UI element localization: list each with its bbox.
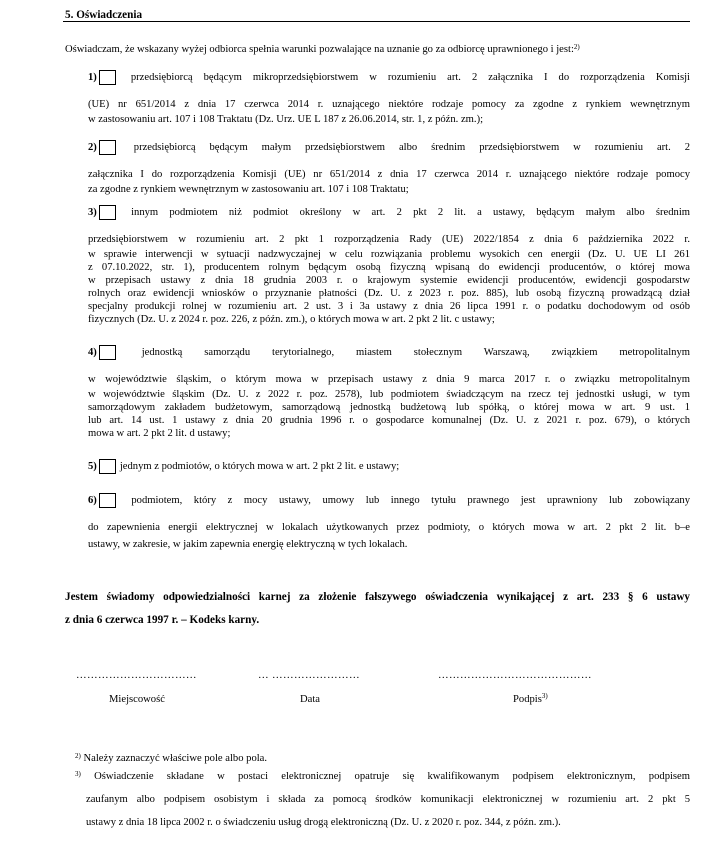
declaration-line-2: z dnia 6 czerwca 1997 r. – Kodeks karny. <box>65 614 260 626</box>
option-6-line-2: do zapewnienia energii elektrycznej w lokalach użytkowanych przez podmioty, o których mowa w art. 2 pkt 2 lit. b–e <box>88 522 690 533</box>
option-6-line-3: ustawy, w zakresie, w jakim zapewnia energię elektryczną w tych lokalach. <box>88 539 408 550</box>
option-2-line-3: za zgodne z rynkiem wewnętrznym w zastosowaniu art. 107 i 108 Traktatu; <box>88 184 409 195</box>
option-1-line-2: (UE) nr 651/2014 z dnia 17 czerwca 2014 r. uznającego niektóre rodzaje pomocy za zgodne z rynkiem wewnętrznym <box>88 99 690 110</box>
option-4-checkbox[interactable] <box>99 345 116 360</box>
option-1-checkbox[interactable] <box>99 70 116 85</box>
footnote-3-line-2: zaufanym albo podpisem osobistym i składa za pomocą środków komunikacji elektronicznej w rozumieniu art. 2 pkt 5 <box>86 794 690 805</box>
option-1-line-1 <box>88 64 690 92</box>
option-4-line-1 <box>88 339 690 367</box>
option-1-number: 1) <box>88 72 97 83</box>
option-3-line-5: w przepisach ustawy z dnia 18 grudnia 2003 r. o krajowym systemie ewidencji producentów, ewidencji gospodarstw <box>88 275 690 286</box>
option-5-text-1: jednym z podmiotów, o których mowa w art. 2 pkt 2 lit. e ustawy; <box>119 461 400 472</box>
intro-text: Oświadczam, że wskazany wyżej odbiorca spełnia warunki pozwalające na uznanie go za odbiorcę uprawnionego i jest: <box>65 44 574 55</box>
criminal-liability-declaration <box>65 586 690 632</box>
declaration-line-1: Jestem świadomy odpowiedzialności karnej za złożenie fałszywego oświadczenia wynikającej z art. 233 § 6 ustawy <box>65 591 690 603</box>
option-6-number: 6) <box>88 495 97 506</box>
option-4-line-2: w województwie śląskim, o którym mowa w przepisach ustawy z dnia 9 marca 2017 r. o związku metropolitalnym <box>88 374 690 385</box>
section-title: 5. Oświadczenia <box>65 9 143 21</box>
option-5 <box>88 453 690 481</box>
option-2-line-1 <box>88 134 690 162</box>
option-3-text-1: innym podmiotem niż podmiot określony w art. 2 pkt 2 lit. a ustawy, będącym małym albo średnim <box>131 207 691 218</box>
place-label: Miejscowość <box>109 694 165 705</box>
option-3-line-8: fizycznych (Dz. U. z 2024 r. poz. 226, z późn. zm.), o których mowa w art. 2 pkt 2 lit. c ustawy; <box>88 314 495 325</box>
option-3 <box>88 199 690 326</box>
option-5-number: 5) <box>88 461 97 472</box>
option-5-checkbox[interactable] <box>99 459 116 474</box>
option-1-line-3: w zastosowaniu art. 107 i 108 Traktatu (Dz. Urz. UE L 187 z 26.06.2014, str. 1, z późn. zm.); <box>88 114 484 125</box>
option-3-line-4: z 07.10.2022, str. 1), producentem rolnym będącym osobą fizyczną wpisaną do ewidencji producentów, o której mowa <box>88 262 690 273</box>
option-6 <box>88 487 690 553</box>
option-2-text-1: przedsiębiorcą będącym małym przedsiębiorstwem albo średnim przedsiębiorstwem w rozumieniu art. 2 <box>133 142 691 153</box>
option-2-checkbox[interactable] <box>99 140 116 155</box>
option-6-checkbox[interactable] <box>99 493 116 508</box>
date-field[interactable]: … …………………… <box>258 670 360 681</box>
intro-footnote-ref: 2) <box>573 43 580 51</box>
option-1-text-1: przedsiębiorcą będącym mikroprzedsiębiorstwem w rozumieniu art. 2 załącznika I do rozporządzenia Komisji <box>130 72 690 83</box>
option-4-number: 4) <box>88 347 97 358</box>
date-label: Data <box>300 694 320 705</box>
option-4-line-3: w województwie śląskim (Dz. U. z 2022 r. poz. 2578), lub podmiotem świadczącym na rzecz tej jednostki usługi, w tym <box>88 389 690 400</box>
footnote-3 <box>75 765 690 834</box>
option-3-line-2: przedsiębiorstwem w rozumieniu art. 2 pkt 1 rozporządzenia Rady (UE) 2022/1854 z dnia 6 października 2022 r. <box>88 234 690 245</box>
place-field[interactable]: …………………………… <box>76 670 197 681</box>
footnote-2-text: Należy zaznaczyć właściwe pole albo pola. <box>83 753 268 764</box>
footnote-2-ref: 2) <box>75 752 81 760</box>
intro-statement <box>65 43 690 56</box>
option-5-line-1 <box>88 453 690 481</box>
option-3-line-7: specjalny produkcji rolnej w rozumieniu art. 2 ust. 3 i 3a ustawy z dnia 26 lipca 1991 r. o podatku dochodowym od osób <box>88 301 690 312</box>
option-4-line-4: samorządowym zakładem budżetowym, samorządową jednostką budżetową lub spółką, o której mowa w art. 9 ust. 1 <box>88 402 690 413</box>
signature-footnote-ref: 3) <box>541 692 548 700</box>
footnote-3-text-1: Oświadczenie składane w postaci elektronicznej opatruje się kwalifikowanym podpisem elektronicznym, podpisem <box>94 771 690 782</box>
option-2 <box>88 134 690 196</box>
option-3-line-6: rolnych oraz ewidencji wniosków o przyznanie płatności (Dz. U. z 2023 r. poz. 885), lub osobą fizyczną prowadzącą dział <box>88 288 690 299</box>
footnote-3-line-3: ustawy z dnia 18 lipca 2002 r. o świadczeniu usług drogą elektroniczną (Dz. U. z 2020 r. poz. 344, z późn. zm.). <box>86 817 561 828</box>
footnote-3-ref: 3) <box>75 770 81 778</box>
option-2-line-2: załącznika I do rozporządzenia Komisji (UE) nr 651/2014 z dnia 17 czerwca 2014 r. uznającego niektóre rodzaje pomocy <box>88 169 690 180</box>
option-4-text-1: jednostką samorządu terytorialnego, miastem stołecznym Warszawą, związkiem metropolitalnym <box>141 347 690 358</box>
option-6-line-1 <box>88 487 690 515</box>
signature-field[interactable]: …………………………………… <box>438 670 592 681</box>
option-2-number: 2) <box>88 142 97 153</box>
option-3-number: 3) <box>88 207 97 218</box>
signature-label <box>513 694 548 705</box>
option-3-checkbox[interactable] <box>99 205 116 220</box>
option-6-text-1: podmiotem, który z mocy ustawy, umowy lub innego tytułu prawnego jest uprawniony lub zobowiązany <box>131 495 690 506</box>
footnote-3-line-1 <box>75 765 690 788</box>
signature-label-text: Podpis <box>513 694 542 705</box>
option-3-line-1 <box>88 199 690 227</box>
section-divider <box>63 21 690 22</box>
option-3-line-3: w sprawie interwencji w sytuacji nadzwyczajnej w celu rozwiązania problemu wysokich cen energii (Dz. U. UE LI 261 <box>88 249 690 260</box>
option-4 <box>88 339 690 440</box>
option-4-line-5: lub art. 14 ust. 1 ustawy z dnia 20 grudnia 1996 r. o gospodarce komunalnej (Dz. U. z 2021 r. poz. 679), o których <box>88 415 690 426</box>
option-4-line-6: mowa w art. 2 pkt 2 lit. d ustawy; <box>88 428 231 439</box>
option-1 <box>88 64 690 126</box>
